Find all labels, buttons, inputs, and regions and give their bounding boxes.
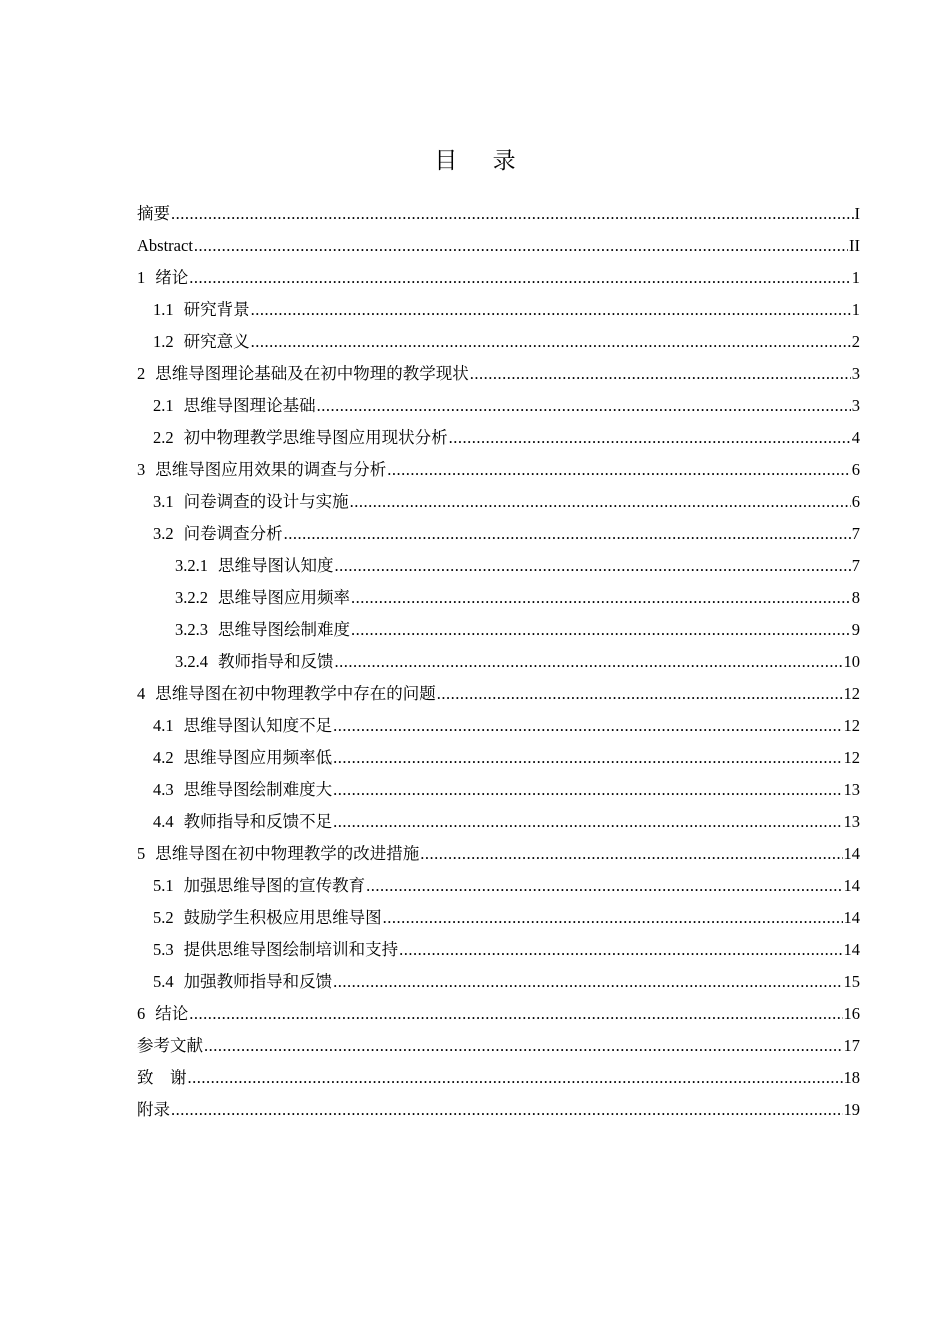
toc-entry[interactable]	[137, 328, 860, 360]
toc-entry-page: 12	[843, 748, 860, 767]
toc-entry-number: 3	[137, 460, 146, 479]
toc-entry-number: 2.1	[153, 396, 174, 415]
dot-leader	[399, 936, 842, 963]
toc-entry-number: 3.2.4	[175, 652, 208, 671]
toc-entry-title: 附录	[137, 1100, 170, 1119]
toc-entry[interactable]	[137, 904, 860, 936]
toc-entry-title: 教师指导和反馈	[218, 652, 334, 671]
toc-entry-number: 4.3	[153, 780, 174, 799]
toc-entry-page: 7	[851, 524, 860, 543]
toc-entry-title: 思维导图理论基础	[183, 396, 316, 415]
toc-entry[interactable]	[137, 552, 860, 584]
dot-leader	[335, 552, 851, 579]
toc-entry[interactable]	[137, 712, 860, 744]
toc-entry-title: 思维导图认知度不足	[183, 716, 333, 735]
toc-entry-number: 2	[137, 364, 146, 383]
toc-entry[interactable]	[137, 776, 860, 808]
dot-leader	[350, 488, 851, 515]
toc-entry-number: 3.2.3	[175, 620, 208, 639]
toc-entry-page: 17	[843, 1036, 860, 1055]
toc-entry-title: 绪论	[155, 268, 189, 287]
toc-entry-page: I	[854, 204, 860, 223]
toc-entry-title: 问卷调查的设计与实施	[183, 492, 349, 511]
toc-entry[interactable]	[137, 296, 860, 328]
dot-leader	[449, 424, 851, 451]
table-of-contents	[137, 200, 860, 1128]
toc-entry-number: 3.2	[153, 524, 174, 543]
toc-entry-page: 4	[851, 428, 860, 447]
toc-entry[interactable]	[137, 392, 860, 424]
toc-entry-page: 6	[851, 492, 860, 511]
toc-entry-title: 提供思维导图绘制培训和支持	[183, 940, 399, 959]
toc-entry-number: 4.1	[153, 716, 174, 735]
toc-entry[interactable]	[137, 808, 860, 840]
toc-entry-page: 18	[843, 1068, 860, 1087]
toc-entry-page: 3	[851, 364, 860, 383]
toc-entry-page: 2	[851, 332, 860, 351]
toc-entry-page: 6	[851, 460, 860, 479]
toc-entry-page: 7	[851, 556, 860, 575]
toc-entry[interactable]	[137, 968, 860, 1000]
toc-entry[interactable]	[137, 1032, 860, 1064]
toc-entry[interactable]	[137, 680, 860, 712]
toc-entry-number: 4.4	[153, 812, 174, 831]
toc-entry-title: 致 谢	[137, 1068, 187, 1087]
toc-entry[interactable]	[137, 648, 860, 680]
toc-entry-title: 加强思维导图的宣传教育	[183, 876, 366, 895]
dot-leader	[470, 360, 851, 387]
toc-entry[interactable]	[137, 232, 860, 264]
dot-leader	[204, 1032, 843, 1059]
toc-entry-number: 5	[137, 844, 146, 863]
dot-leader	[171, 200, 854, 227]
toc-entry[interactable]	[137, 264, 860, 296]
toc-entry-page: 1	[851, 268, 860, 287]
dot-leader	[189, 1000, 842, 1027]
toc-entry-title: 问卷调查分析	[183, 524, 283, 543]
toc-entry-number: 2.2	[153, 428, 174, 447]
toc-entry-title: 思维导图应用效果的调查与分析	[155, 460, 387, 479]
toc-entry-number: 1.2	[153, 332, 174, 351]
dot-leader	[333, 968, 842, 995]
toc-entry-number: 3.2.2	[175, 588, 208, 607]
toc-entry[interactable]	[137, 200, 860, 232]
toc-title: 目 录	[434, 148, 530, 174]
toc-entry-title: 鼓励学生积极应用思维导图	[183, 908, 382, 927]
toc-entry-page: 3	[851, 396, 860, 415]
toc-entry-page: 13	[843, 812, 860, 831]
toc-entry-number: 5.4	[153, 972, 174, 991]
dot-leader	[251, 296, 851, 323]
toc-entry-page: 1	[851, 300, 860, 319]
dot-leader	[284, 520, 851, 547]
dot-leader	[333, 744, 842, 771]
dot-leader	[188, 1064, 843, 1091]
toc-entry-page: 14	[843, 908, 860, 927]
toc-entry-page: 15	[843, 972, 860, 991]
toc-entry[interactable]	[137, 1000, 860, 1032]
toc-entry-title: 思维导图应用频率	[218, 588, 350, 607]
toc-entry-number: 3.2.1	[175, 556, 208, 575]
toc-entry-title: 思维导图在初中物理教学中存在的问题	[155, 684, 436, 703]
toc-entry-number: 1	[137, 268, 146, 287]
toc-entry[interactable]	[137, 936, 860, 968]
toc-entry-page: 19	[843, 1100, 860, 1119]
dot-leader	[366, 872, 842, 899]
toc-entry[interactable]	[137, 872, 860, 904]
toc-entry-page: 14	[843, 940, 860, 959]
toc-entry-number: 4	[137, 684, 146, 703]
toc-entry-number: 6	[137, 1004, 146, 1023]
dot-leader	[333, 808, 842, 835]
toc-entry-title: 研究背景	[183, 300, 250, 319]
toc-entry-title: 参考文献	[137, 1036, 203, 1055]
dot-leader	[251, 328, 851, 355]
toc-entry-title: 摘要	[137, 204, 170, 223]
toc-entry-title: 思维导图绘制难度	[218, 620, 350, 639]
dot-leader	[420, 840, 842, 867]
dot-leader	[189, 264, 851, 291]
toc-entry-title: 思维导图绘制难度大	[183, 780, 333, 799]
toc-entry-number: 4.2	[153, 748, 174, 767]
toc-entry-title: 研究意义	[183, 332, 250, 351]
toc-entry[interactable]	[137, 1064, 860, 1096]
dot-leader	[333, 712, 842, 739]
toc-entry-page: 16	[843, 1004, 860, 1023]
toc-entry-title: 加强教师指导和反馈	[183, 972, 333, 991]
toc-entry-title: 结论	[155, 1004, 189, 1023]
toc-entry[interactable]	[137, 584, 860, 616]
toc-entry-page: 8	[851, 588, 860, 607]
toc-entry[interactable]	[137, 1096, 860, 1128]
dot-leader	[383, 904, 843, 931]
toc-entry-title: 思维导图认知度	[218, 556, 334, 575]
toc-entry-number: 3.1	[153, 492, 174, 511]
toc-entry-page: 14	[843, 876, 860, 895]
toc-entry[interactable]	[137, 424, 860, 456]
dot-leader	[387, 456, 851, 483]
dot-leader	[171, 1096, 843, 1123]
toc-entry[interactable]	[137, 840, 860, 872]
toc-entry-page: 13	[843, 780, 860, 799]
dot-leader	[335, 648, 843, 675]
toc-entry[interactable]	[137, 456, 860, 488]
dot-leader	[351, 584, 851, 611]
toc-entry-number: 5.2	[153, 908, 174, 927]
toc-entry-page: II	[849, 236, 860, 255]
dot-leader	[333, 776, 842, 803]
dot-leader	[437, 680, 843, 707]
toc-entry-title: 思维导图理论基础及在初中物理的教学现状	[155, 364, 469, 383]
toc-entry-number: 5.1	[153, 876, 174, 895]
dot-leader	[351, 616, 851, 643]
toc-entry[interactable]	[137, 488, 860, 520]
toc-entry-page: 14	[843, 844, 860, 863]
toc-entry-title: Abstract	[137, 236, 193, 255]
toc-entry[interactable]	[137, 744, 860, 776]
toc-entry-title: 思维导图在初中物理教学的改进措施	[155, 844, 420, 863]
toc-entry-page: 10	[843, 652, 860, 671]
toc-entry-title: 思维导图应用频率低	[183, 748, 333, 767]
toc-entry-number: 5.3	[153, 940, 174, 959]
toc-entry[interactable]	[137, 520, 860, 552]
toc-entry-page: 12	[843, 684, 860, 703]
toc-entry-title: 教师指导和反馈不足	[183, 812, 333, 831]
toc-entry-page: 9	[851, 620, 860, 639]
dot-leader	[194, 232, 848, 259]
toc-entry-title: 初中物理教学思维导图应用现状分析	[183, 428, 448, 447]
toc-entry-page: 12	[843, 716, 860, 735]
dot-leader	[317, 392, 851, 419]
toc-entry[interactable]	[137, 616, 860, 648]
toc-entry[interactable]	[137, 360, 860, 392]
toc-entry-number: 1.1	[153, 300, 174, 319]
